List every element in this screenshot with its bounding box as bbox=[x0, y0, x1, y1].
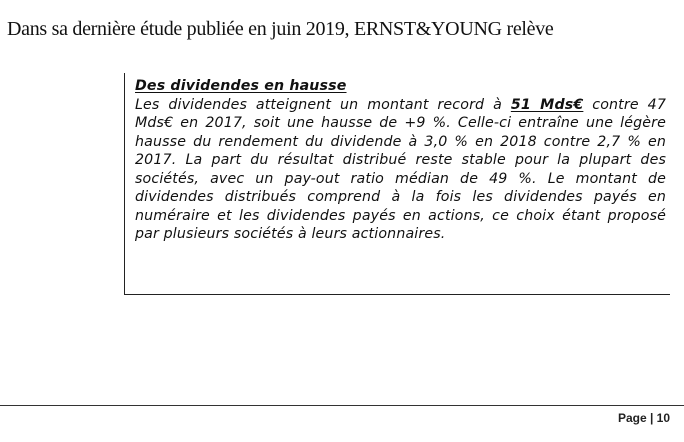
callout-text-after: contre 47 Mds€ en 2017, soit une hausse de +9 %. Celle-ci entraîne une légère hausse du rendement du dividende à 3,0 % en 2018 contre 2,7 % en 2017. La part du résultat distribué reste stable pour la plupart des sociétés, avec un pay-out ratio médian de 49 %. Le montant de dividendes distribués comprend à la fois les dividendes payés en numéraire et les dividendes payés en actions, ce choix étant proposé par plusieurs sociétés à leurs actionnaires. bbox=[135, 96, 666, 242]
callout-text-before: Les dividendes atteignent un montant record à bbox=[135, 96, 511, 113]
callout-body bbox=[135, 96, 666, 244]
footer-divider bbox=[0, 405, 684, 406]
page-heading: Dans sa dernière étude publiée en juin 2019, ERNST&YOUNG relève bbox=[7, 18, 554, 40]
record-amount-highlight: 51 Mds€ bbox=[510, 96, 584, 113]
callout-title: Des dividendes en hausse bbox=[135, 78, 347, 94]
page-number: Page | 10 bbox=[617, 411, 670, 425]
dividends-callout-box bbox=[124, 73, 670, 295]
